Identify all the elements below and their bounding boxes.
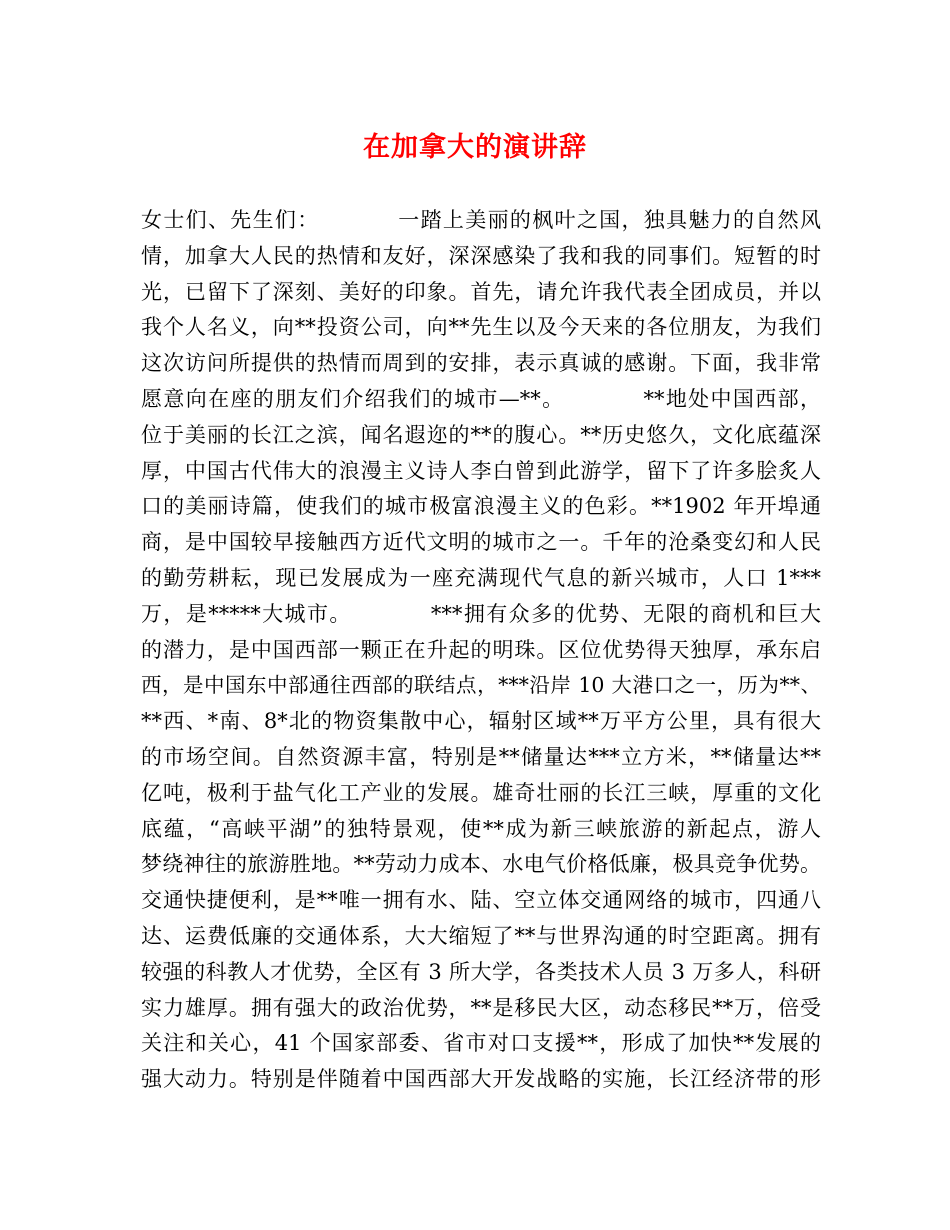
body-line: 厚，中国古代伟大的浪漫主义诗人李白曾到此游学，留下了许多脍炙人 — [141, 458, 821, 483]
body-line: 商，是中国较早接触西方近代文明的城市之一。千年的沧桑变幻和人民 — [141, 530, 821, 555]
body-line: **西、*南、8*北的物资集散中心，辐射区域**万平方公里，具有很大 — [141, 709, 821, 734]
body-line: 的市场空间。自然资源丰富，特别是**储量达***立方米，**储量达** — [141, 744, 821, 769]
body-line: 交通快捷便利，是**唯一拥有水、陆、空立体交通网络的城市，四通八 — [141, 888, 821, 913]
document-title: 在加拿大的演讲辞 — [363, 132, 587, 163]
body-line: 的勤劳耕耘，现已发展成为一座充满现代气息的新兴城市，人口 1*** — [141, 565, 821, 590]
body-line: 口的美丽诗篇，使我们的城市极富浪漫主义的色彩。**1902 年开埠通 — [141, 494, 821, 519]
body-line: 关注和关心，41 个国家部委、省市对口支援**，形成了加快**发展的 — [141, 1031, 821, 1056]
body-line: 底蕴，“高峡平湖”的独特景观，使**成为新三峡旅游的新起点，游人 — [141, 816, 821, 841]
body-line: 西，是中国东中部通往西部的联结点，***沿岸 10 大港口之一，历为**、 — [141, 673, 821, 698]
body-line: 女士们、先生们： 一踏上美丽的枫叶之国，独具魅力的自然风 — [141, 208, 821, 232]
body-line: 达、运费低廉的交通体系，大大缩短了**与世界沟通的时空距离。拥有 — [141, 923, 821, 948]
body-line: 强大动力。特别是伴随着中国西部大开发战略的实施，长江经济带的形 — [141, 1067, 821, 1092]
body-line: 梦绕神往的旅游胜地。**劳动力成本、水电气价格低廉，极具竞争优势。 — [141, 852, 821, 877]
body-line: 愿意向在座的朋友们介绍我们的城市—**。 **地处中国西部， — [141, 386, 821, 411]
body-line: 亿吨，极利于盐气化工产业的发展。雄奇壮丽的长江三峡，厚重的文化 — [141, 780, 821, 805]
body-line: 位于美丽的长江之滨，闻名遐迩的**的腹心。**历史悠久，文化底蕴深 — [141, 422, 821, 447]
body-line: 情，加拿大人民的热情和友好，深深感染了我和我的同事们。短暂的时 — [141, 243, 821, 268]
body-line: 的潜力，是中国西部一颗正在升起的明珠。区位优势得天独厚，承东启 — [141, 637, 821, 662]
body-line: 这次访问所提供的热情而周到的安排，表示真诚的感谢。下面，我非常 — [141, 351, 821, 376]
body-line: 实力雄厚。拥有强大的政治优势，**是移民大区，动态移民**万，倍受 — [141, 995, 821, 1020]
body-line: 万，是*****大城市。 ***拥有众多的优势、无限的商机和巨大 — [141, 601, 821, 626]
body-line: 光，已留下了深刻、美好的印象。首先，请允许我代表全团成员，并以 — [141, 279, 821, 304]
body-line: 较强的科教人才优势，全区有 3 所大学，各类技术人员 3 万多人，科研 — [141, 959, 821, 984]
body-line: 我个人名义，向**投资公司，向**先生以及今天来的各位朋友，为我们 — [141, 315, 821, 340]
document-body — [141, 203, 821, 1098]
